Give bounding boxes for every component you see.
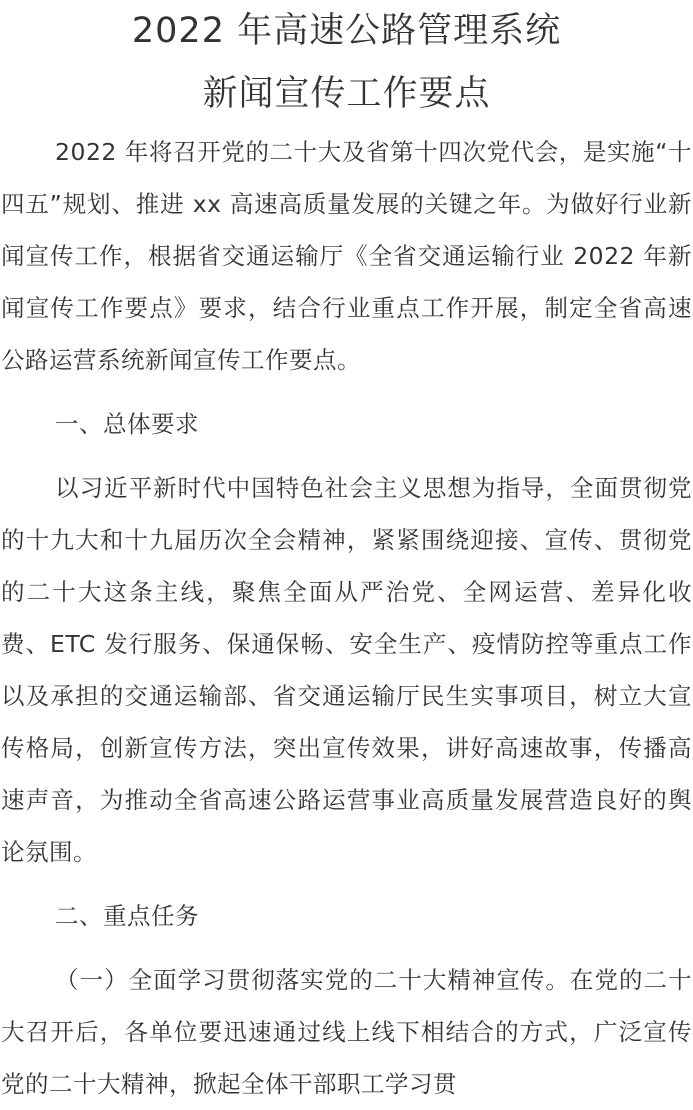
general-requirements-paragraph: 以习近平新时代中国特色社会主义思想为指导，全面贯彻党的十九大和十九届历次全会精神，紧紧围绕迎接、宣传、贯彻党的二十大这条主线，聚焦全面从严治党、全网运营、差异化收费、ETC 发行服务、保通保畅、安全生产、疫情防控等重点工作以及承担的交通运输部、省交通运输厅民生实事项目，树立大宣传格局，创新宣传方法，突出宣传效果，讲好高速故事，传播高速声音，为推动全省高速公路运营事业高质量发展营造良好的舆论氛围。 (1, 474, 692, 866)
document-title-line-2: 新闻宣传工作要点 (202, 74, 491, 114)
section-heading-general-requirements: 一、总体要求 (55, 410, 199, 438)
spacer (0, 878, 693, 890)
spacer (0, 942, 693, 954)
key-task-1-paragraph: （一）全面学习贯彻落实党的二十大精神宣传。在党的二十大召开后，各单位要迅速通过线上线下相结合的方式，广泛宣传党的二十大精神，掀起全体干部职工学习贯 (1, 966, 692, 1098)
spacer (0, 386, 693, 398)
intro-paragraph: 2022 年将召开党的二十大及省第十四次党代会，是实施“十四五”规划、推进 xx 高速高质量发展的关键之年。为做好行业新闻宣传工作，根据省交通运输厅《全省交通运输行业 2022 年新闻宣传工作要点》要求，结合行业重点工作开展，制定全省高速公路运营系统新闻宣传工作要点。 (1, 138, 692, 374)
spacer (0, 450, 693, 462)
section-heading-key-tasks: 二、重点任务 (55, 902, 199, 930)
document-title-line-1: 2022 年高速公路管理系统 (131, 11, 562, 51)
